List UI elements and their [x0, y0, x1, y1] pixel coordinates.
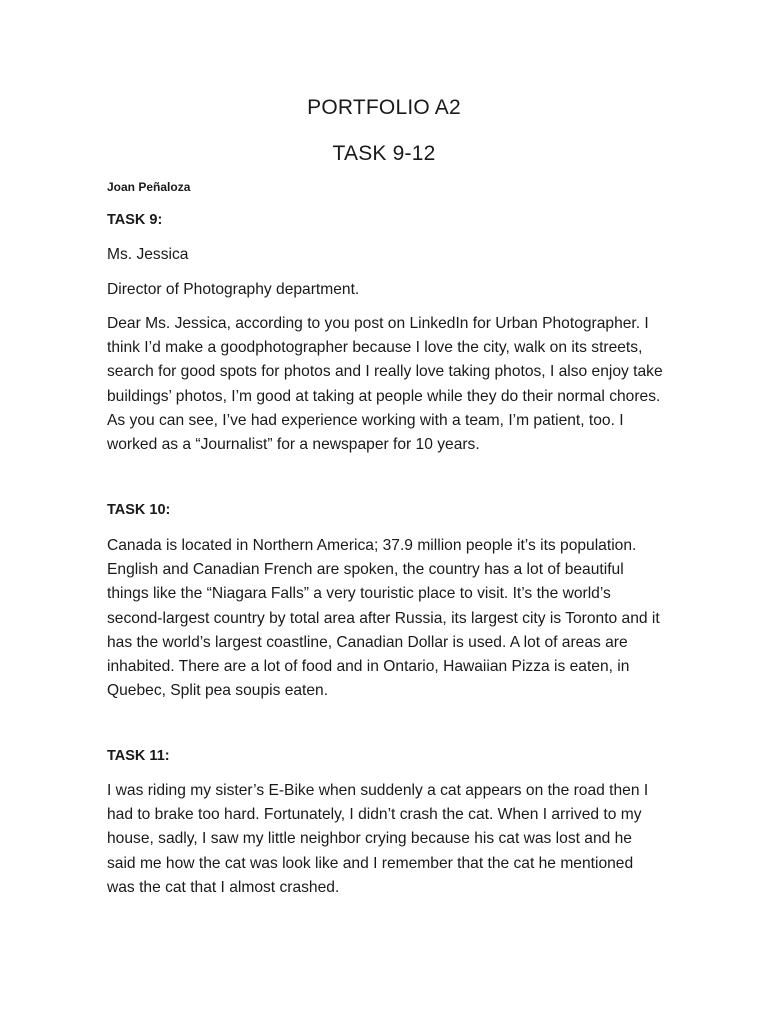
- task10-heading: TASK 10:: [107, 502, 171, 518]
- task10-body: Canada is located in Northern America; 37.9 million people it’s its population. English and Canadian French are spoken, the country has a lot of beautiful things like the “Niagara Falls” a very touristic place to visit. It’s the world’s second-largest country by total area after Russia, its largest city is Toronto and it has the world’s largest coastline, Canadian Dollar is used. A lot of areas are inhabited. There are a lot of food and in Ontario, Hawaiian Pizza is eaten, in Quebec, Split pea soupis eaten.: [107, 537, 660, 700]
- task9-body: Dear Ms. Jessica, according to you post on LinkedIn for Urban Photographer. I think I’d make a goodphotographer because I love the city, walk on its streets, search for good spots for photos and I really love taking photos, I also enjoy take buildings’ photos, I’m good at taking at people while they do their normal chores. As you can see, I’ve had experience working with a team, I’m patient, too. I worked as a “Journalist” for a newspaper for 10 years.: [107, 315, 663, 454]
- document-subtitle: TASK 9-12: [332, 142, 436, 165]
- task11-heading: TASK 11:: [107, 748, 170, 764]
- task9-heading: TASK 9:: [107, 212, 163, 228]
- author-name: Joan Peñaloza: [107, 180, 191, 194]
- task9-position: Director of Photography department.: [107, 281, 360, 298]
- task11-body: I was riding my sister’s E-Bike when suddenly a cat appears on the road then I had to brake too hard. Fortunately, I didn’t crash the cat. When I arrived to my house, sadly, I saw my little neighbor crying because his cat was lost and he said me how the cat was look like and I remember that the cat he mentioned was the cat that I almost crashed.: [107, 782, 649, 896]
- task9-recipient: Ms. Jessica: [107, 246, 189, 263]
- document-title: PORTFOLIO A2: [307, 96, 461, 119]
